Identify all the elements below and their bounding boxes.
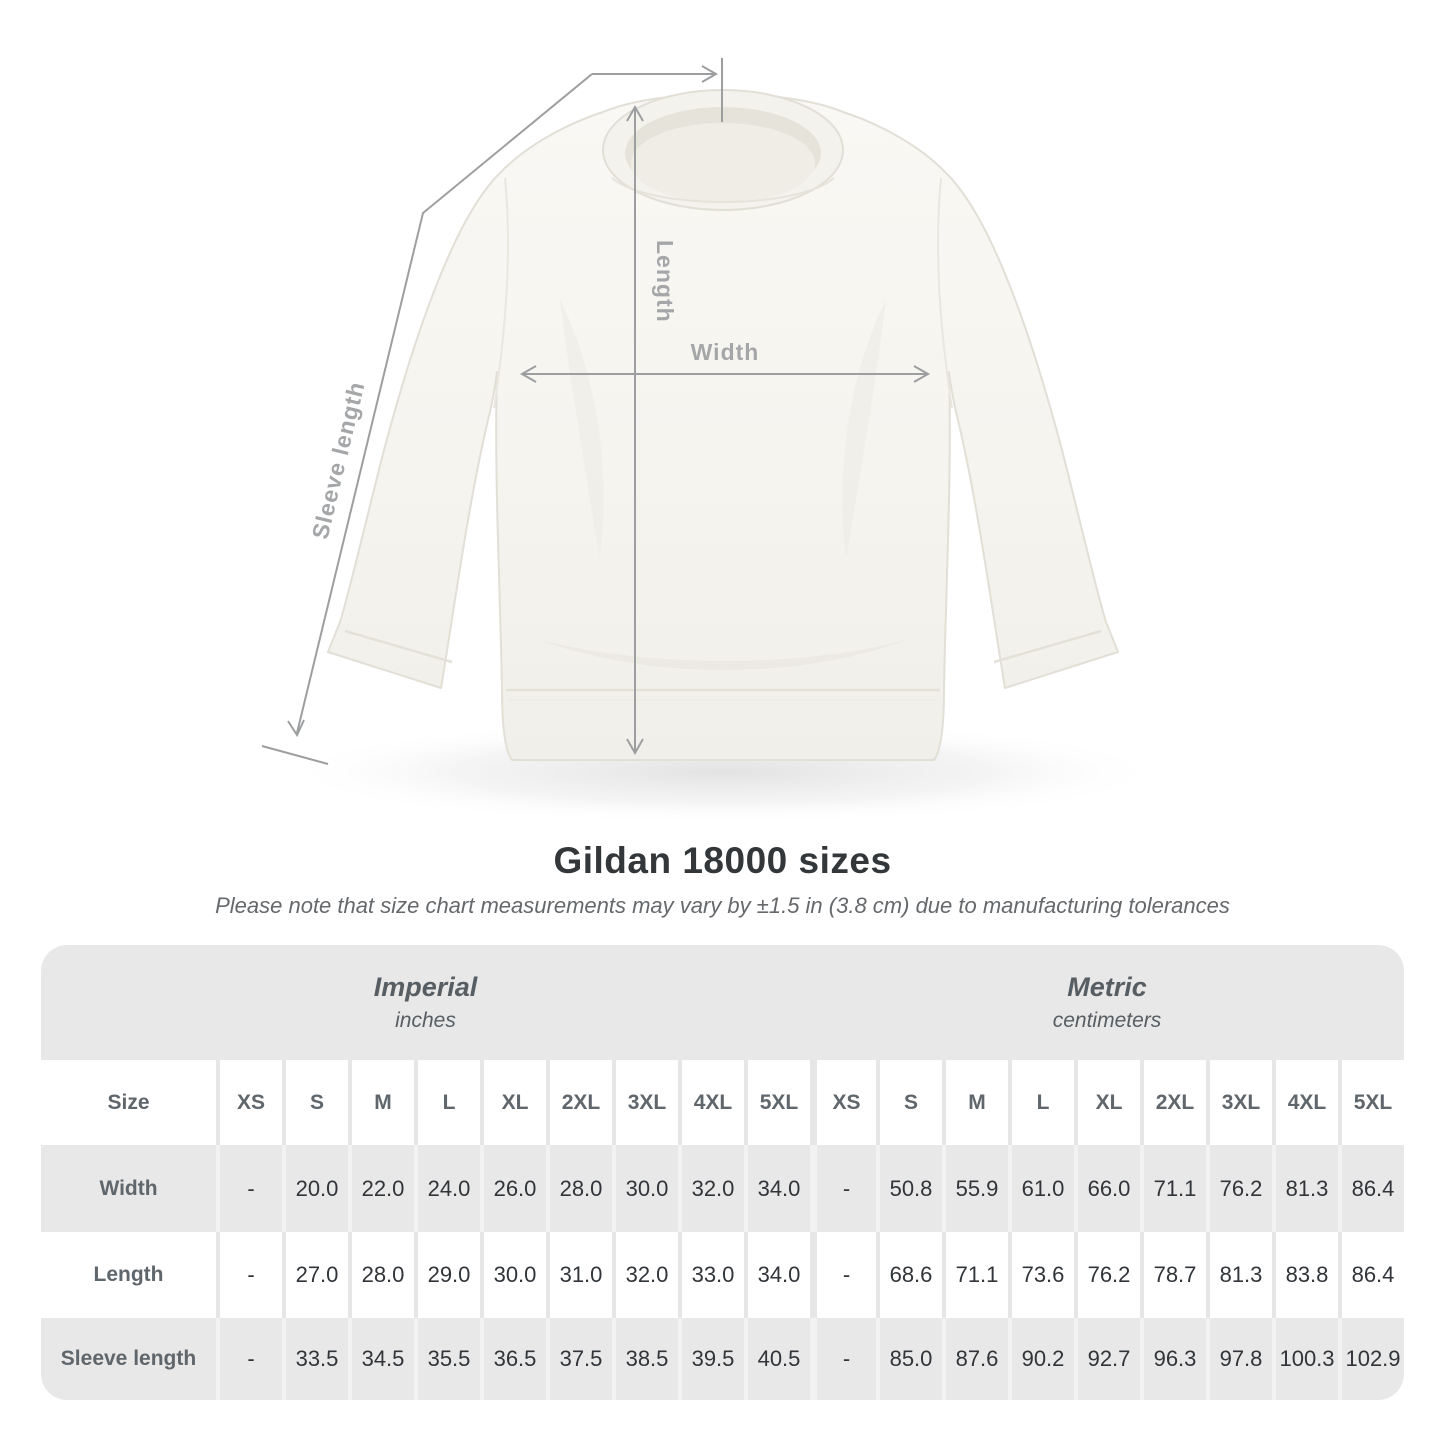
size-corner-header: Size (107, 1090, 150, 1114)
measurement-cell: 28.0 (546, 1145, 612, 1232)
size-col-header: 4XL (1272, 1060, 1338, 1145)
measurement-cell: 97.8 (1206, 1318, 1272, 1400)
measurement-cell: 83.8 (1272, 1232, 1338, 1318)
measurement-cell: - (810, 1145, 876, 1232)
size-col-header: 5XL (1338, 1060, 1404, 1145)
unit-group-unit: inches (395, 1009, 456, 1032)
size-col-header: L (1008, 1060, 1074, 1145)
measurement-cell: 90.2 (1008, 1318, 1074, 1400)
size-col-header: 4XL (678, 1060, 744, 1145)
measurement-cell: 71.1 (942, 1232, 1008, 1318)
measurement-cell: 76.2 (1206, 1145, 1272, 1232)
measurement-cell: - (810, 1318, 876, 1400)
unit-group-metric (810, 945, 1404, 1060)
size-col-header: 3XL (1206, 1060, 1272, 1145)
measurement-cell: 66.0 (1074, 1145, 1140, 1232)
measurement-cell: - (216, 1145, 282, 1232)
measurement-cell: 32.0 (612, 1232, 678, 1318)
measurement-cell: 40.5 (744, 1318, 810, 1400)
measurement-cell: 34.5 (348, 1318, 414, 1400)
size-col-header: L (414, 1060, 480, 1145)
measurement-cell: 71.1 (1140, 1145, 1206, 1232)
table-row (41, 1145, 1404, 1232)
size-col-header: 5XL (744, 1060, 810, 1145)
sleeve-length-label: Sleeve length (306, 378, 370, 542)
measurement-cell: 39.5 (678, 1318, 744, 1400)
table-row (41, 1232, 1404, 1318)
measurement-cell: 81.3 (1272, 1145, 1338, 1232)
measurement-cell: 68.6 (876, 1232, 942, 1318)
measurement-cell: - (216, 1232, 282, 1318)
row-label: Length (93, 1263, 164, 1286)
tolerance-note: Please note that size chart measurements may vary by ±1.5 in (3.8 cm) due to manufacturing tolerances (215, 893, 1230, 918)
size-table (41, 945, 1404, 1400)
size-col-header: XS (810, 1060, 876, 1145)
size-col-header: XL (1074, 1060, 1140, 1145)
measurement-cell: 92.7 (1074, 1318, 1140, 1400)
measurement-cell: 37.5 (546, 1318, 612, 1400)
measurement-cell: 30.0 (612, 1145, 678, 1232)
unit-group-imperial (41, 945, 810, 1060)
measurement-cell: 30.0 (480, 1232, 546, 1318)
measurement-cell: 34.0 (744, 1145, 810, 1232)
measurement-cell: 33.5 (282, 1318, 348, 1400)
measurement-cell: 81.3 (1206, 1232, 1272, 1318)
measurement-cell: 35.5 (414, 1318, 480, 1400)
measurement-cell: 96.3 (1140, 1318, 1206, 1400)
measurement-cell: 38.5 (612, 1318, 678, 1400)
width-label: Width (690, 339, 760, 365)
unit-group-band (41, 945, 1404, 1060)
measurement-cell: 87.6 (942, 1318, 1008, 1400)
measurement-cell: 102.9 (1338, 1318, 1404, 1400)
measurement-cell: 29.0 (414, 1232, 480, 1318)
row-label: Width (99, 1176, 158, 1200)
size-col-header: XS (216, 1060, 282, 1145)
measurement-cell: 22.0 (348, 1145, 414, 1232)
measurement-cell: 86.4 (1338, 1145, 1404, 1232)
unit-group-name: Metric (1067, 972, 1147, 1002)
size-col-header: 2XL (546, 1060, 612, 1145)
measurement-cell: 85.0 (876, 1318, 942, 1400)
page-title: Gildan 18000 sizes (553, 840, 892, 881)
measurement-cell: 26.0 (480, 1145, 546, 1232)
measurement-cell: 86.4 (1338, 1232, 1404, 1318)
length-label: Length (652, 240, 678, 323)
size-col-header: XL (480, 1060, 546, 1145)
measurement-cell: 36.5 (480, 1318, 546, 1400)
measurement-cell: 76.2 (1074, 1232, 1140, 1318)
table-row (41, 1318, 1404, 1400)
measurement-cell: 34.0 (744, 1232, 810, 1318)
measurement-cell: 27.0 (282, 1232, 348, 1318)
measurement-cell: 32.0 (678, 1145, 744, 1232)
size-col-header: M (348, 1060, 414, 1145)
measurement-cell: 78.7 (1140, 1232, 1206, 1318)
unit-group-name: Imperial (373, 972, 478, 1002)
measurement-cell: 33.0 (678, 1232, 744, 1318)
size-col-header: 2XL (1140, 1060, 1206, 1145)
row-label: Sleeve length (60, 1347, 197, 1370)
size-col-header: 3XL (612, 1060, 678, 1145)
measurement-cell: 20.0 (282, 1145, 348, 1232)
measurement-cell: 28.0 (348, 1232, 414, 1318)
measurement-cell: 61.0 (1008, 1145, 1074, 1232)
measurement-cell: 73.6 (1008, 1232, 1074, 1318)
measurement-cell: 31.0 (546, 1232, 612, 1318)
size-col-header: S (282, 1060, 348, 1145)
measurement-cell: 50.8 (876, 1145, 942, 1232)
measurement-cell: 55.9 (942, 1145, 1008, 1232)
measurement-cell: - (810, 1232, 876, 1318)
size-header-row (41, 1060, 1404, 1145)
unit-group-unit: centimeters (1052, 1009, 1162, 1032)
size-col-header: S (876, 1060, 942, 1145)
measurement-cell: - (216, 1318, 282, 1400)
measurement-cell: 24.0 (414, 1145, 480, 1232)
sweatshirt-image (328, 90, 1118, 760)
measurement-cell: 100.3 (1272, 1318, 1338, 1400)
size-col-header: M (942, 1060, 1008, 1145)
